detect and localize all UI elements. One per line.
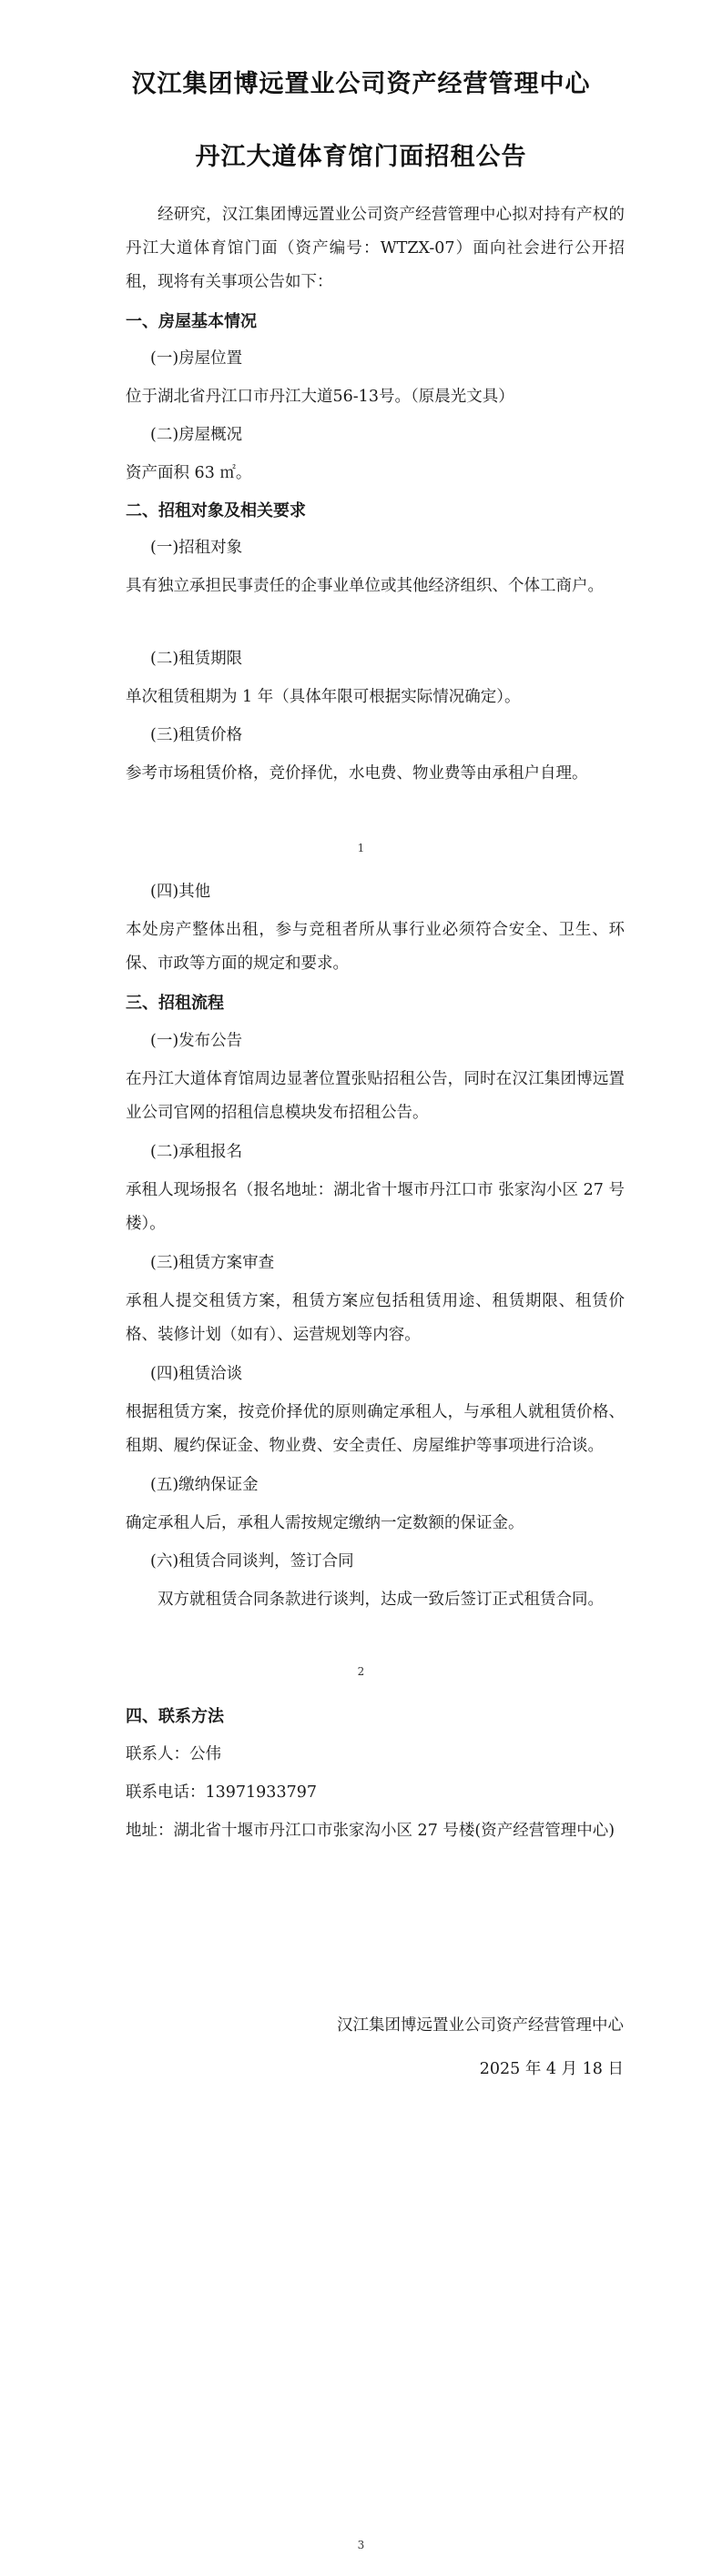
section2-heading: 二、招租对象及相关要求 xyxy=(126,501,306,520)
section2-sub1-heading: (一)招租对象 xyxy=(150,539,243,557)
section2-sub3-heading: (三)租赁价格 xyxy=(150,726,243,744)
notice-title: 丹江大道体育馆门面招租公告 xyxy=(195,143,527,171)
section3-sub6-text: 双方就租赁合同条款进行谈判，达成一致后签订正式租赁合同。 xyxy=(158,1591,604,1609)
section1-sub2-text: 资产面积 63 ㎡。 xyxy=(126,464,252,482)
section3-sub5-heading: (五)缴纳保证金 xyxy=(150,1476,259,1494)
section1-sub1-heading: (一)房屋位置 xyxy=(150,349,243,368)
section2-sub4-heading: (四)其他 xyxy=(150,883,211,901)
section3-sub1-heading: (一)发布公告 xyxy=(150,1032,243,1050)
section3-sub3-heading: (三)租赁方案审查 xyxy=(150,1254,275,1272)
page-number-2: 2 xyxy=(357,1665,365,1678)
section3-sub5-text: 确定承租人后，承租人需按规定缴纳一定数额的保证金。 xyxy=(126,1514,524,1532)
section3-sub4-heading: (四)租赁洽谈 xyxy=(150,1365,243,1383)
section2-sub4-text: 本处房产整体出租，参与竞租者所从事行业必须符合安全、卫生、环保、市政等方面的规定和要求。 xyxy=(126,921,625,973)
org-title: 汉江集团博远置业公司资产经营管理中心 xyxy=(131,70,591,98)
page-number-1: 1 xyxy=(357,842,365,854)
signature-org: 汉江集团博远置业公司资产经营管理中心 xyxy=(337,2016,624,2035)
section2-sub3-text: 参考市场租赁价格，竞价择优，水电费、物业费等由承租户自理。 xyxy=(126,764,588,783)
section3-sub1-text: 在丹江大道体育馆周边显著位置张贴招租公告，同时在汉江集团博远置业公司官网的招租信息模块发布招租公告。 xyxy=(126,1070,625,1122)
section3-sub6-heading: (六)租赁合同谈判，签订合同 xyxy=(150,1552,354,1571)
section2-sub1-text: 具有独立承担民事责任的企事业单位或其他经济组织、个体工商户。 xyxy=(126,577,604,595)
section1-sub1-text: 位于湖北省丹江口市丹江大道56-13号。（原晨光文具） xyxy=(126,388,514,406)
section4-heading: 四、联系方法 xyxy=(126,1707,224,1726)
section1-heading: 一、房屋基本情况 xyxy=(126,312,257,331)
contact-address: 地址：湖北省十堰市丹江口市张家沟小区 27 号楼(资产经营管理中心) xyxy=(126,1822,615,1840)
contact-person: 联系人：公伟 xyxy=(126,1745,221,1763)
section3-sub2-heading: (二)承租报名 xyxy=(150,1143,243,1161)
contact-phone: 联系电话：13971933797 xyxy=(126,1783,317,1802)
section3-sub2-text: 承租人现场报名（报名地址：湖北省十堰市丹江口市 张家沟小区 27 号楼）。 xyxy=(126,1181,625,1233)
signature-date: 2025 年 4 月 18 日 xyxy=(479,2060,624,2078)
section1-sub2-heading: (二)房屋概况 xyxy=(150,426,243,444)
intro-paragraph: 经研究，汉江集团博远置业公司资产经营管理中心拟对持有产权的丹江大道体育馆门面（资产编号：WTZX-07）面向社会进行公开招租，现将有关事项公告如下： xyxy=(126,206,625,291)
page-number-3: 3 xyxy=(357,2539,365,2551)
section3-sub4-text: 根据租赁方案，按竞价择优的原则确定承租人，与承租人就租赁价格、租期、履约保证金、物业费、安全责任、房屋维护等事项进行洽谈。 xyxy=(126,1403,625,1455)
section2-sub2-heading: (二)租赁期限 xyxy=(150,650,243,668)
section3-heading: 三、招租流程 xyxy=(126,994,224,1013)
section2-sub2-text: 单次租赁租期为 1 年（具体年限可根据实际情况确定）。 xyxy=(126,688,521,706)
section3-sub3-text: 承租人提交租赁方案，租赁方案应包括租赁用途、租赁期限、租赁价格、装修计划（如有）、运营规划等内容。 xyxy=(126,1292,625,1344)
